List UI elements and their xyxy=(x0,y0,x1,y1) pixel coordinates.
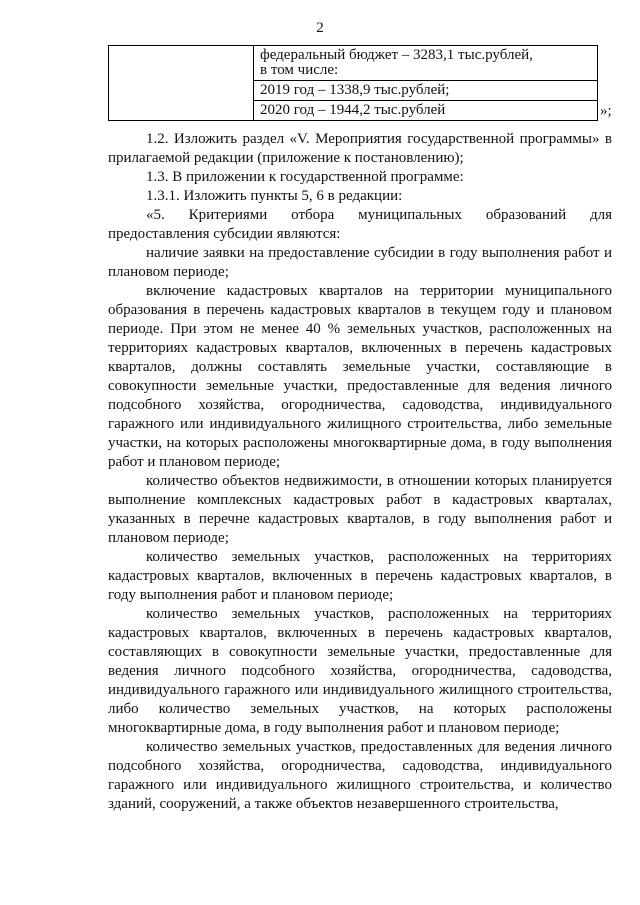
budget-table xyxy=(108,45,598,121)
table-cell-line: 2020 год – 1944,2 тыс.рублей xyxy=(260,102,446,118)
paragraph: 1.3.1. Изложить пункты 5, 6 в редакции: xyxy=(146,188,403,204)
paragraph: количество земельных участков, расположенных на территориях кадастровых кварталов, включенных в перечень кадастровых кварталов, в году выполнения работ и плановом периоде; xyxy=(108,549,612,603)
document-body xyxy=(108,130,612,814)
paragraph: «5. Критериями отбора муниципальных образований для предоставления субсидии являются: xyxy=(108,207,612,242)
table-cell-line: 2019 год – 1338,9 тыс.рублей; xyxy=(260,82,450,98)
table-empty-cell xyxy=(109,46,254,121)
table-cell-2020 xyxy=(254,101,598,121)
paragraph: количество земельных участков, предоставленных для ведения личного подсобного хозяйства, огородничества, садоводства, индивидуального гаражного или индивидуального жилищного строительства, и количество зданий, сооружений, а также объектов незавершенного строительства, xyxy=(108,739,612,812)
paragraph: количество объектов недвижимости, в отношении которых планируется выполнение комплексных кадастровых работ в кадастровых кварталах, указанных в перечне кадастровых кварталов, в году выполнения работ и плановом периоде; xyxy=(108,473,612,546)
table-closing-quote: »; xyxy=(600,103,612,119)
table-cell-federal-budget xyxy=(254,46,598,81)
paragraph: 1.3. В приложении к государственной программе: xyxy=(146,169,464,185)
table-cell-line: федеральный бюджет – 3283,1 тыс.рублей, xyxy=(260,47,533,63)
paragraph: 1.2. Изложить раздел «V. Мероприятия государственной программы» в прилагаемой редакции (приложение к постановлению); xyxy=(108,131,612,166)
table-cell-2019 xyxy=(254,81,598,101)
paragraph: количество земельных участков, расположенных на территориях кадастровых кварталов, включенных в перечень кадастровых кварталов, составляющих в совокупности земельные участки, предоставленные для ведения личного подсобного хозяйства, огородничества, садоводства, индивидуального гаражного или индивидуального жилищного строительства, либо количество земельных участков, на которых расположены многоквартирные дома, в году выполнения работ и плановом периоде; xyxy=(108,606,612,736)
paragraph: наличие заявки на предоставление субсидии в году выполнения работ и плановом периоде; xyxy=(108,245,612,280)
paragraph: включение кадастровых кварталов на территории муниципального образования в перечень кадастровых кварталов в текущем году и плановом периоде. При этом не менее 40 % земельных участков, расположенных на территориях кадастровых кварталов, включенных в перечень кадастровых кварталов, должны составлять земельные участки, составляющие в совокупности земельные участки, предоставленные для ведения личного подсобного хозяйства, огородничества, садоводства, индивидуального гаражного или индивидуального жилищного строительства, либо земельные участки, на которых расположены многоквартирные дома, в году выполнения работ и плановом периоде; xyxy=(108,283,612,470)
page-number: 2 xyxy=(316,20,324,36)
table-cell-line: в том числе: xyxy=(260,62,339,78)
